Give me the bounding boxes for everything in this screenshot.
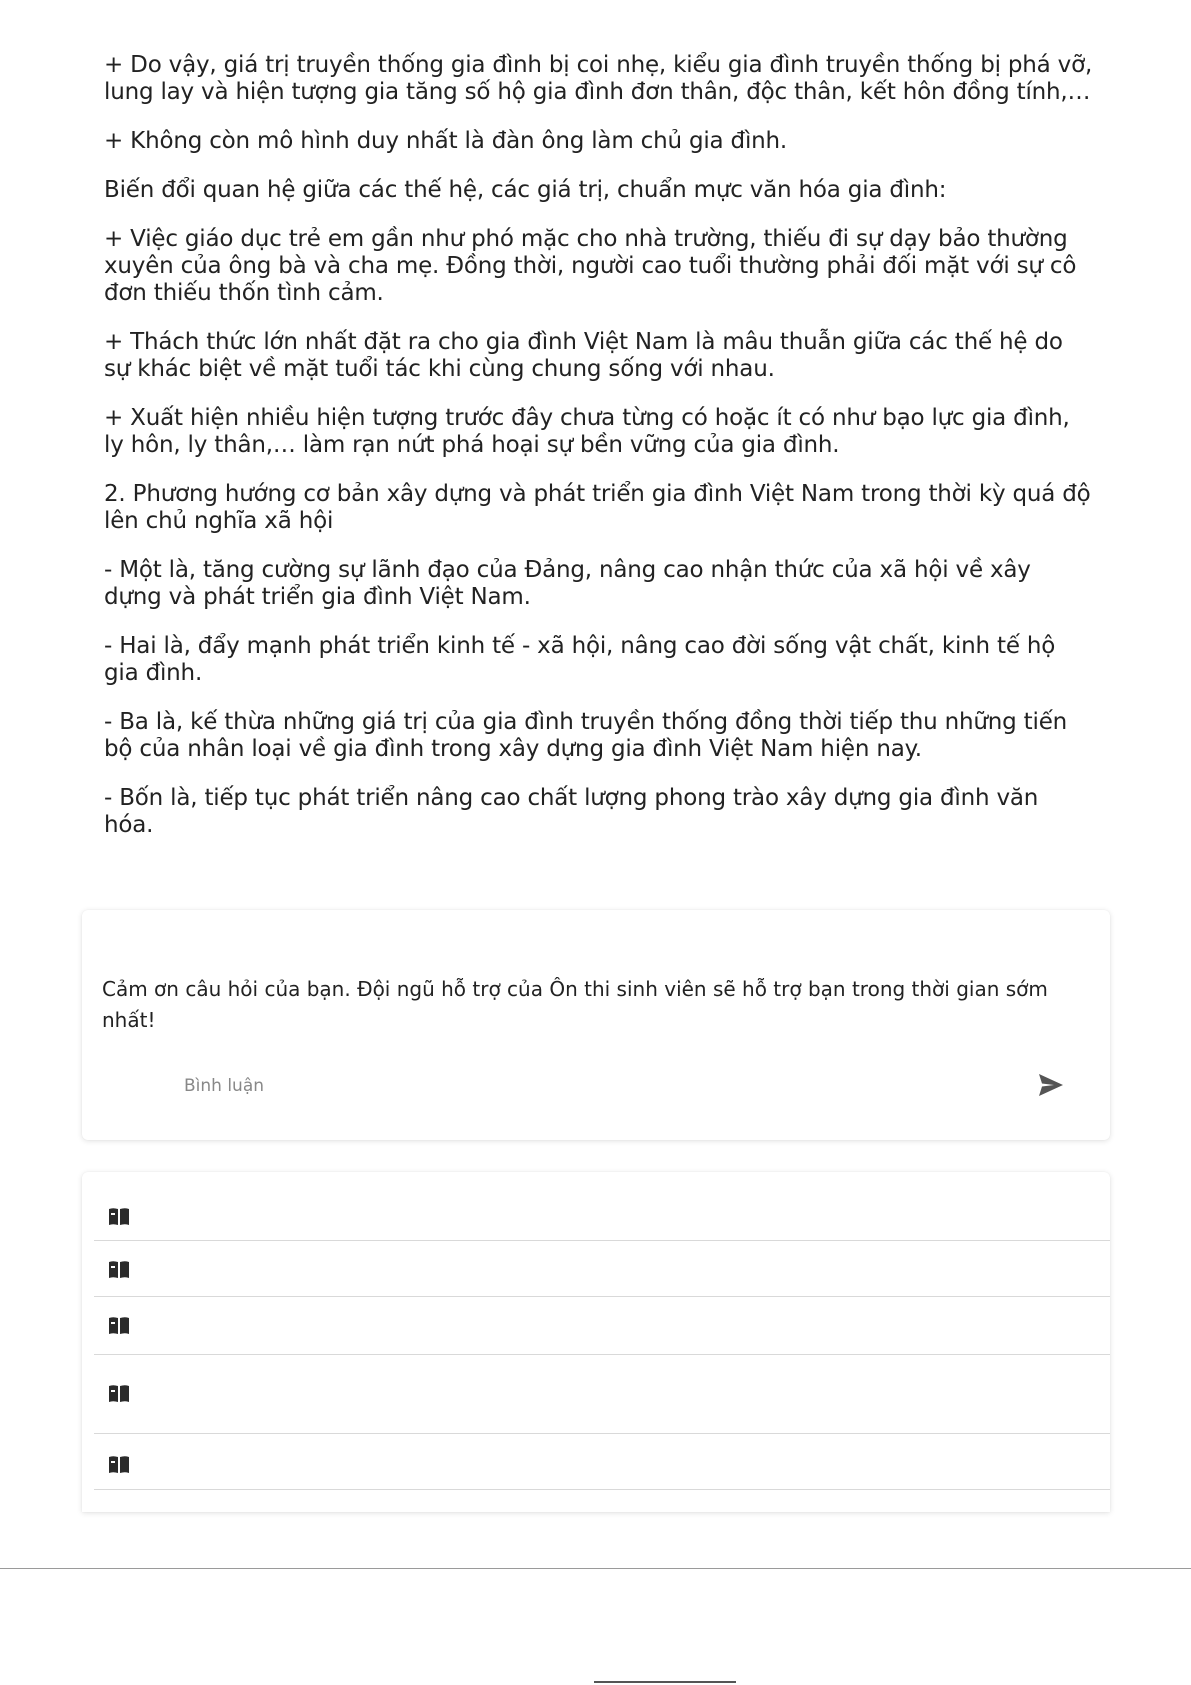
- article-paragraph: + Xuất hiện nhiều hiện tượng trước đây chưa từng có hoặc ít có như bạo lực gia đình, ly hôn, ly thân,… làm rạn nứt phá hoại sự bền vững của gia đình.: [104, 405, 1070, 458]
- article-paragraph: - Ba là, kế thừa những giá trị của gia đình truyền thống đồng thời tiếp thu những tiến bộ của nhân loại về gia đình trong xây dựng gia đình Việt Nam hiện nay.: [104, 709, 1068, 762]
- article-paragraph: - Bốn là, tiếp tục phát triển nâng cao chất lượng phong trào xây dựng gia đình văn hóa.: [104, 785, 1039, 838]
- send-comment-button[interactable]: [1034, 1070, 1068, 1102]
- book-open-icon: [108, 1259, 130, 1279]
- support-reply-message: Cảm ơn câu hỏi của bạn. Đội ngũ hỗ trợ của Ôn thi sinh viên sẽ hỗ trợ bạn trong thời gian sớm nhất!: [102, 977, 1048, 1032]
- article-paragraph: - Một là, tăng cường sự lãnh đạo của Đảng, nâng cao nhận thức của xã hội về xây dựng và phát triển gia đình Việt Nam.: [104, 557, 1031, 610]
- article-paragraph: - Hai là, đẩy mạnh phát triển kinh tế - xã hội, nâng cao đời sống vật chất, kinh tế hộ gia đình.: [104, 633, 1056, 686]
- comment-input[interactable]: [182, 1068, 1006, 1104]
- list-item[interactable]: [94, 1297, 1110, 1355]
- list-item[interactable]: [94, 1241, 1110, 1297]
- article-paragraph: + Do vậy, giá trị truyền thống gia đình bị coi nhẹ, kiểu gia đình truyền thống bị phá vỡ, lung lay và hiện tượng gia tăng số hộ gia đình đơn thân, độc thân, kết hôn đồng tính,…: [104, 52, 1093, 105]
- reply-card: [82, 910, 1110, 1140]
- related-questions-list: [82, 1172, 1110, 1512]
- article-paragraph: + Việc giáo dục trẻ em gần như phó mặc cho nhà trường, thiếu đi sự dạy bảo thường xuyên của ông bà và cha mẹ. Đồng thời, người cao tuổi thường phải đối mặt với sự cô đơn thiếu thốn tình cảm.: [104, 226, 1077, 306]
- list-item[interactable]: [94, 1434, 1110, 1490]
- section-heading: 2. Phương hướng cơ bản xây dựng và phát triển gia đình Việt Nam trong thời kỳ quá độ lên chủ nghĩa xã hội: [104, 481, 1091, 534]
- footer-divider: [0, 1568, 1191, 1569]
- book-open-icon: [108, 1383, 130, 1403]
- article-paragraph: + Không còn mô hình duy nhất là đàn ông làm chủ gia đình.: [104, 128, 788, 154]
- list-item[interactable]: [94, 1355, 1110, 1434]
- article-paragraph: + Thách thức lớn nhất đặt ra cho gia đình Việt Nam là mâu thuẫn giữa các thế hệ do sự khác biệt về mặt tuổi tác khi cùng chung sống với nhau.: [104, 329, 1063, 382]
- article-body: [104, 52, 1094, 861]
- comment-row: [102, 1062, 1092, 1110]
- send-icon: [1036, 1071, 1066, 1099]
- book-open-icon: [108, 1206, 130, 1226]
- list-item[interactable]: [94, 1172, 1110, 1241]
- bottom-edge-mark: [594, 1681, 736, 1683]
- article-paragraph: Biến đổi quan hệ giữa các thế hệ, các giá trị, chuẩn mực văn hóa gia đình:: [104, 177, 947, 203]
- book-open-icon: [108, 1315, 130, 1335]
- book-open-icon: [108, 1454, 130, 1474]
